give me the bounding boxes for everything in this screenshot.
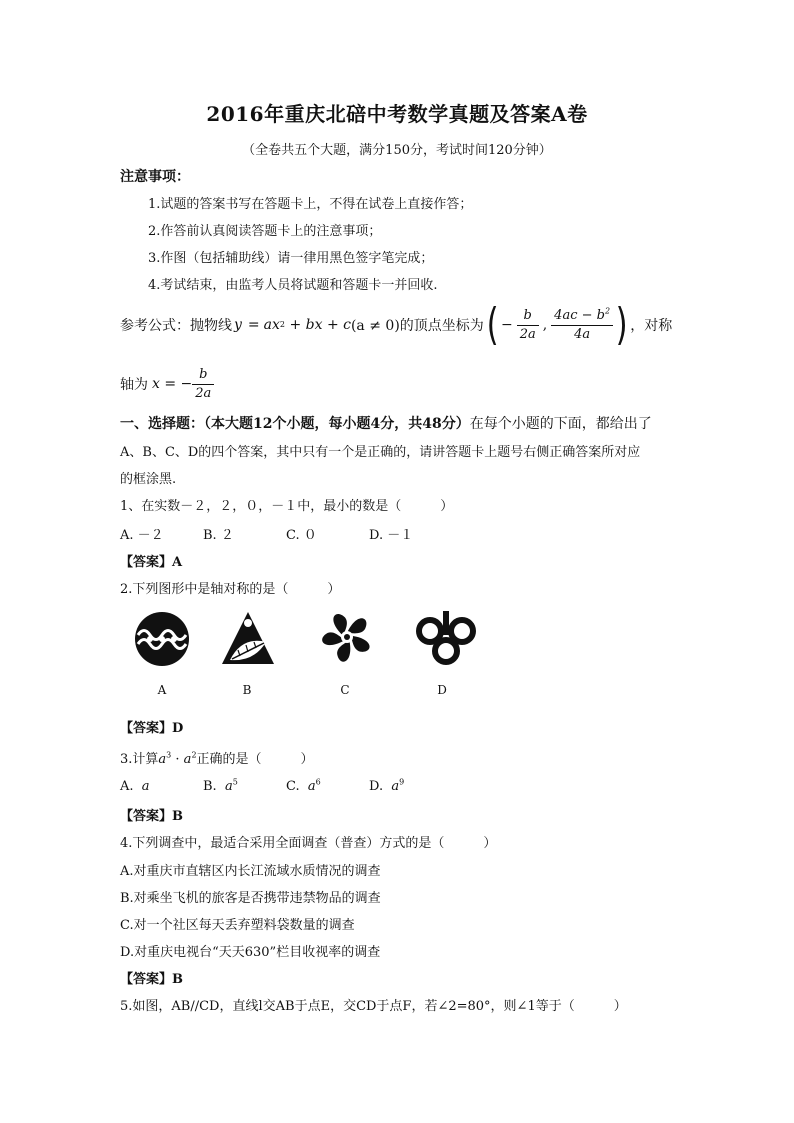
fraction-b-2a (192, 366, 214, 403)
formula-suffix: ，对称 (630, 318, 673, 334)
figure-a-wave-circle-icon (133, 610, 191, 668)
option-a: A. a (120, 779, 150, 794)
section-1-heading: 一、选择题：（本大题12个小题，每小题4分，共48分） (120, 416, 470, 432)
figure-label-b: B (242, 683, 252, 697)
reference-formula: 参考公式：抛物线 y = ax 2 + bx + c (a ≠ 0)的顶点坐标为 ( − $\frac{b}{2a}$ , $\frac{4ac - b^2}{4a}$ ) ，对称 (120, 299, 673, 350)
option-d: D. $a^9$ (369, 777, 405, 794)
axis-eq: = − (159, 376, 193, 392)
exp-3: 3 (166, 750, 172, 760)
formula-eq: = (247, 317, 260, 333)
option-a: A.对重庆市直辖区内长江流域水质情况的调查 (120, 864, 381, 879)
question-5-stem: 5.如图，AB//CD，直线l交AB于点E，交CD于点F，若∠2=80°，则∠1等于（ ） (120, 999, 627, 1014)
option-c: C. ０ (286, 528, 317, 543)
option-c: C.对一个社区每天丢弃塑料袋数量的调查 (120, 918, 355, 933)
notes-heading: 注意事项： (120, 169, 190, 185)
formula-bxc: + bx + c (285, 317, 351, 333)
page-title: 2016年重庆北碚中考数学真题及答案A卷 (206, 102, 588, 126)
figure-d-three-rings-icon (416, 609, 476, 667)
figure-label-c: C (340, 683, 350, 697)
var-a: a (183, 752, 192, 767)
question-3-stem (120, 748, 314, 767)
fraction-denominator: 4a (574, 326, 591, 342)
right-paren: ) (615, 299, 628, 350)
question-4-stem: 4.下列调查中，最适合采用全面调查（普查）方式的是（ ） (120, 836, 497, 851)
figure-b-triangle-leaf-icon (220, 610, 276, 666)
section-1-line: A、B、C、D的四个答案，其中只有一个是正确的，请讲答题卡上题号右侧正确答案所对应 (120, 445, 641, 460)
section-1-line: 的框涂黑. (120, 472, 177, 487)
question-2-stem: 2.下列图形中是轴对称的是（ ） (120, 582, 341, 597)
page-subtitle: （全卷共五个大题，满分150分，考试时间120分钟） (242, 143, 552, 158)
fraction-denominator: 2a (195, 385, 212, 401)
axis-x: x (152, 376, 160, 392)
left-paren: ( (486, 299, 499, 350)
formula-ax: ax (263, 317, 280, 333)
dot-operator: · (171, 752, 184, 767)
note-item: 2.作答前认真阅读答题卡上的注意事项； (148, 224, 382, 239)
fraction-vertex-y (551, 307, 613, 344)
exp-2: 2 (191, 750, 197, 760)
fraction-denominator: 2a (519, 326, 536, 342)
section-1-intro (120, 413, 652, 433)
formula-minus: − (500, 317, 513, 333)
formula-prefix: 参考公式：抛物线 (120, 318, 232, 334)
option-b: B.对乘坐飞机的旅客是否携带违禁物品的调查 (120, 891, 381, 906)
formula-y: y (234, 317, 242, 333)
option-c: C. $a^6$ (286, 777, 321, 794)
fraction-numerator: $4ac - b^2$ (551, 307, 613, 326)
axis-prefix: 轴为 (120, 377, 148, 393)
answer-2: 【答案】D (120, 721, 184, 736)
note-item: 4.考试结束，由监考人员将试题和答题卡一并回收. (148, 278, 438, 293)
question-1-stem: 1、在实数－２，２，０，－１中，最小的数是（ ） (120, 499, 454, 514)
option-d: D. －１ (369, 528, 414, 543)
section-1-text: 在每个小题的下面，都给出了 (469, 416, 652, 432)
answer-1: 【答案】A (120, 555, 183, 570)
fraction-numerator: b (192, 366, 214, 385)
question-3-suffix: 正确的是（ ） (196, 752, 314, 767)
answer-3: 【答案】B (120, 809, 183, 824)
formula-cond: (a ≠ 0)的顶点坐标为 (350, 318, 484, 334)
question-3-prefix: 3.计算 (120, 752, 159, 767)
figure-c-pinwheel-icon (318, 608, 376, 666)
figure-label-d: D (437, 683, 447, 697)
note-item: 1.试题的答案书写在答题卡上，不得在试卷上直接作答； (148, 197, 473, 212)
option-a: A. －２ (120, 528, 164, 543)
fraction-b-2a (517, 307, 539, 344)
var-a: a (158, 752, 167, 767)
option-b: B. $a^5$ (203, 777, 238, 794)
fraction-numerator: b (517, 307, 539, 326)
axis-formula (120, 362, 214, 406)
option-d: D.对重庆电视台“天天630”栏目收视率的调查 (120, 945, 381, 960)
option-b: B. ２ (203, 528, 234, 543)
answer-4: 【答案】B (120, 972, 183, 987)
figure-label-a: A (157, 683, 167, 697)
formula-comma: , (542, 317, 548, 333)
note-item: 3.作图（包括辅助线）请一律用黑色签字笔完成； (148, 251, 434, 266)
